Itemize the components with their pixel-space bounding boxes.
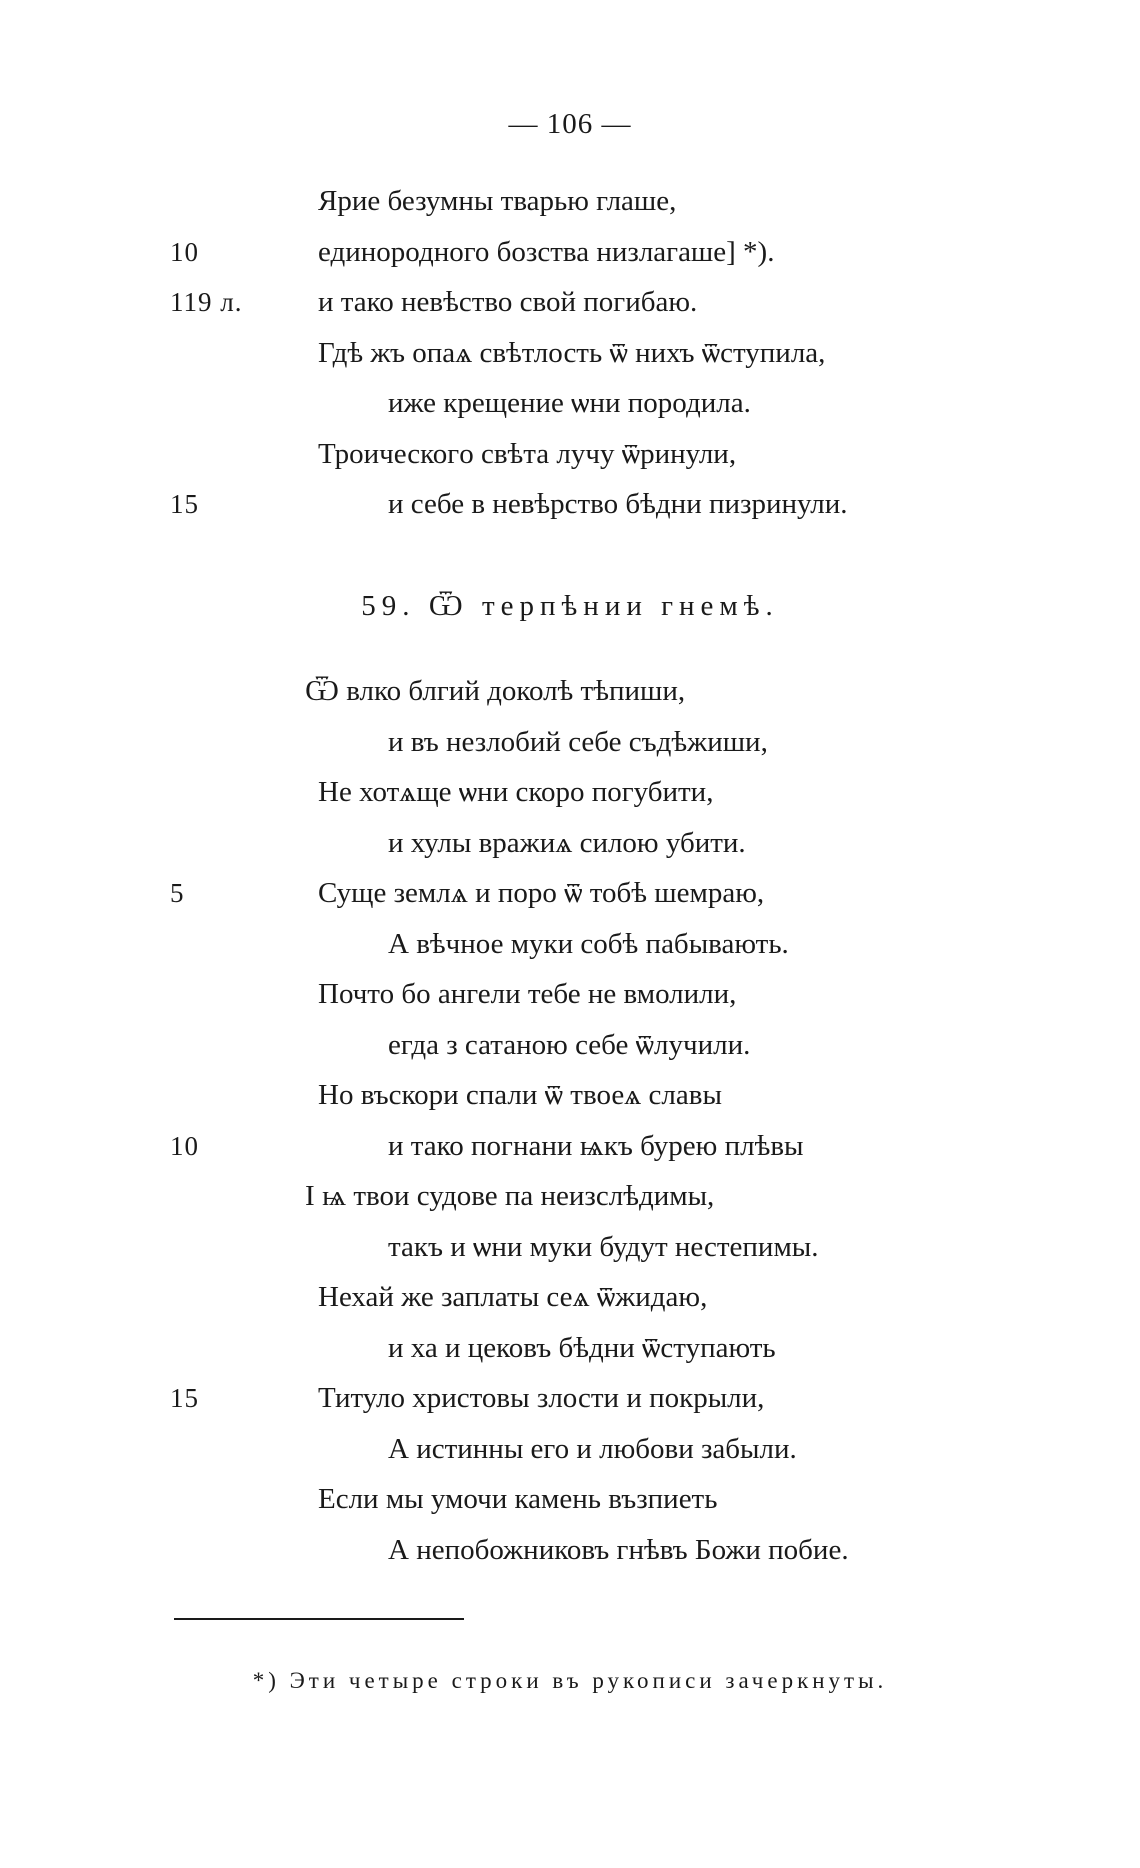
verse-text: и тако погнани ѩкъ бурею плѣвы: [388, 1129, 804, 1162]
footnote: *) Эти четыре строки въ рукописи зачеркнуты.: [252, 1668, 888, 1693]
verse-text: І ѩ твои судове па неизслѣдимы,: [305, 1180, 715, 1212]
verse-text: и себе в невѣрство бѣдни пизринули.: [388, 488, 848, 520]
verse-line: [0, 1323, 1140, 1374]
line-number: 15: [170, 489, 199, 519]
verse-line: [0, 767, 1140, 818]
verse-line: [0, 1222, 1140, 1273]
verse-text: единородного бозства низлагаше] *).: [318, 235, 775, 268]
verse-text: и хулы вражиѧ силою убити.: [388, 826, 746, 859]
verse-line: [0, 328, 1140, 379]
verse-text: Ярие безумны тварью глаше,: [318, 185, 677, 217]
verse-text: Почто бо ангели тебе не вмолили,: [318, 978, 737, 1010]
verse-text: А непобожниковъ гнѣвъ Божи побие.: [388, 1533, 849, 1566]
section-title: 59. Ѿ терпѣнии гнемѣ.: [361, 590, 779, 622]
verse-line: [0, 1525, 1140, 1576]
verse-text: и въ незлобий себе съдѣжиши,: [388, 725, 768, 758]
verse-line: [0, 479, 1140, 530]
verse-line: [0, 429, 1140, 480]
verse-text: Гдѣ жъ опаѧ свѣтлость ѿ нихъ ѿступила,: [318, 336, 826, 369]
verse-text: Титуло христовы злости и покрыли,: [318, 1382, 765, 1414]
top-stanza: [0, 176, 1140, 530]
verse-line: [0, 378, 1140, 429]
verse-line: [0, 1373, 1140, 1424]
verse-text: и ха и цековъ бѣдни ѿступають: [388, 1331, 776, 1364]
verse-text: и тако невѣство свой погибаю.: [318, 286, 698, 318]
verse-line: [0, 277, 1140, 328]
verse-text: Если мы умочи камень възпиеть: [318, 1483, 718, 1515]
verse-line: [0, 1272, 1140, 1323]
line-number: 10: [170, 236, 199, 267]
verse-line: [0, 1121, 1140, 1172]
verse-line: [0, 868, 1140, 919]
verse-text: такъ и ѡни муки будут нестепимы.: [388, 1230, 819, 1263]
verse-text: Ѿ влко блгий доколѣ тѣпиши,: [305, 675, 686, 707]
verse-text: иже крещение ѡни породила.: [388, 387, 751, 419]
verse-text: егда з сатаною себе ѿлучили.: [388, 1028, 751, 1061]
page-number: — 106 —: [508, 108, 632, 140]
poem-body: [0, 666, 1140, 1575]
verse-text: Нехай же заплаты сеѧ ѿжидаю,: [318, 1281, 708, 1313]
verse-line: [0, 717, 1140, 768]
verse-line: [0, 176, 1140, 227]
line-number: 119 л.: [170, 287, 243, 317]
verse-line: [0, 1171, 1140, 1222]
verse-line: [0, 1474, 1140, 1525]
verse-line: [0, 818, 1140, 869]
line-number: 5: [170, 878, 185, 908]
verse-line: [0, 919, 1140, 970]
verse-line: [0, 666, 1140, 717]
verse-line: [0, 1020, 1140, 1071]
line-number: 10: [170, 1130, 199, 1161]
verse-line: [0, 1424, 1140, 1475]
verse-text: А истинны его и любови забыли.: [388, 1432, 797, 1465]
verse-text: Троическогo свѣта лучу ѿринули,: [318, 437, 737, 470]
footnote-rule: [174, 1618, 464, 1620]
verse-text: Но въскори спали ѿ твоеѧ славы: [318, 1079, 722, 1111]
verse-text: Суще землѧ и поро ѿ тобѣ шемраю,: [318, 877, 765, 909]
verse-line: [0, 969, 1140, 1020]
line-number: 15: [170, 1383, 199, 1413]
verse-text: А вѣчное муки собѣ пабывають.: [388, 927, 789, 960]
verse-line: [0, 1070, 1140, 1121]
verse-line: [0, 227, 1140, 278]
verse-text: Не хотѧще ѡни скоро погубити,: [318, 776, 714, 808]
